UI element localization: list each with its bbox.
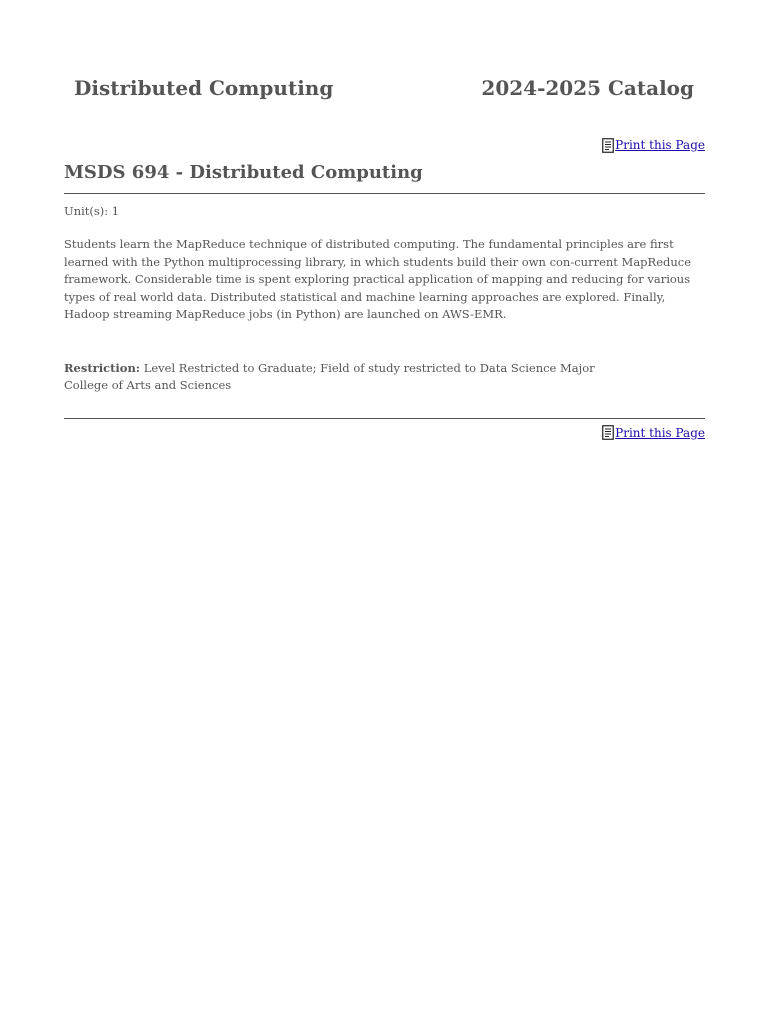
course-content xyxy=(64,136,705,442)
course-description: Students learn the MapReduce technique of distributed computing. The fundamental principles are first learned with the Python multiprocessing library, in which students build their own con-current MapReduce framework. Considerable time is spent exploring practical application of mapping and reducing for various types of real world data. Distributed statistical and machine learning approaches are explored. Finally, Hadoop streaming MapReduce jobs (in Python) are launched on AWS-EMR. xyxy=(64,237,692,322)
print-page-icon xyxy=(602,138,614,153)
course-units: Unit(s): 1 xyxy=(64,204,120,218)
course-college: College of Arts and Sciences xyxy=(64,377,232,392)
course-restriction xyxy=(64,360,705,377)
print-page-label: Print this Page xyxy=(615,425,705,440)
print-page-link-bottom[interactable] xyxy=(602,425,705,440)
bottom-divider xyxy=(64,418,705,419)
print-page-label: Print this Page xyxy=(615,138,705,152)
print-page-icon xyxy=(602,425,614,440)
print-page-link-top[interactable] xyxy=(602,138,705,153)
page-title: Distributed Computing xyxy=(74,76,334,100)
restriction-text: Level Restricted to Graduate; Field of study restricted to Data Science Major xyxy=(140,360,595,375)
print-row-bottom xyxy=(64,424,705,442)
catalog-year: 2024-2025 Catalog xyxy=(481,76,694,100)
course-title: MSDS 694 - Distributed Computing xyxy=(64,162,705,194)
page-header xyxy=(74,76,694,100)
print-row-top xyxy=(64,136,705,154)
restriction-label: Restriction: xyxy=(64,360,141,375)
